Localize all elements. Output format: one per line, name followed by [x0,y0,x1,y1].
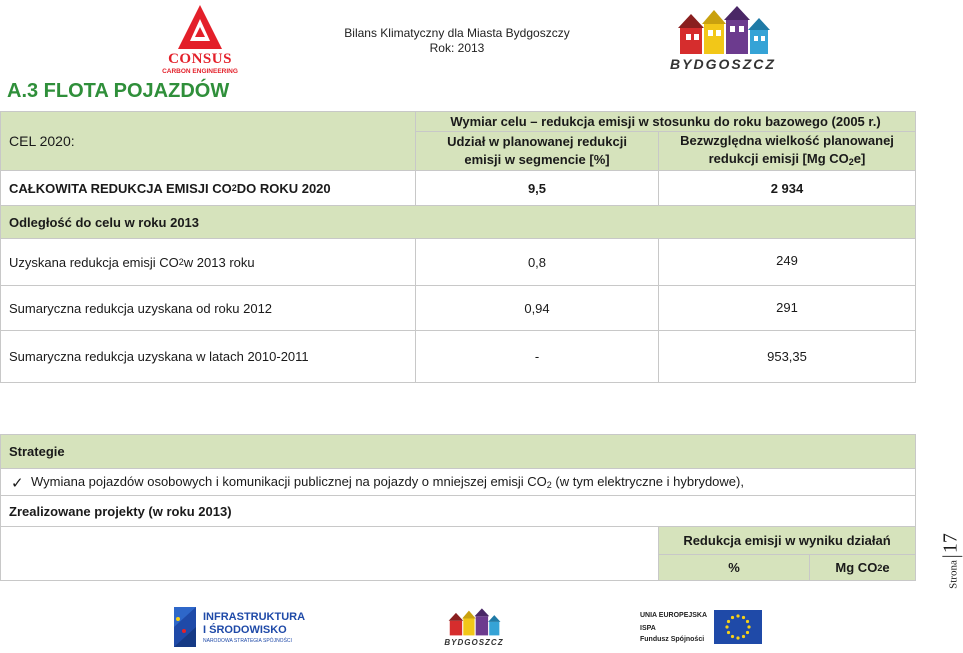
bydgoszcz-logo-text: BYDGOSZCZ [670,56,776,72]
eu-logo [640,610,765,650]
consus-name: CONSUS [168,51,232,67]
total-absolute: 2 934 [658,170,916,206]
consus-subtitle: CARBON ENGINEERING [162,68,238,75]
consus-logo [158,3,242,75]
total-percent: 9,5 [415,170,659,206]
projects-header: Zrealizowane projekty (w roku 2013) [0,495,916,527]
infra-line2: I ŚRODOWISKO [203,624,287,636]
col-absolute-header-line2: redukcji emisji [Mg $CO_2e$] [708,150,866,167]
page-number [941,525,961,597]
reduction-mg-col: Mg CO 2 e [809,554,916,581]
checkmark-icon: ✓ [11,475,24,492]
houses-icon [443,608,505,638]
title-line1: Bilans Klimatyczny dla Miasta Bydgoszczy [344,26,570,40]
row-label: Sumaryczna redukcja uzyskana od roku 2012 [0,285,416,331]
row-absolute: 249 [658,238,916,286]
page-divider [943,556,963,557]
eu-line3: Fundusz Spójności [640,636,705,643]
page-num: 17 [939,533,962,554]
row-percent: 0,94 [415,285,659,331]
bydgoszcz-footer-logo [443,608,505,650]
cel-label: CEL 2020: [0,111,416,171]
col-percent-header [415,131,659,171]
row-label: Uzyskana redukcja emisji CO 2 w 2013 roku [0,238,416,286]
infrastruktura-logo [170,605,310,649]
row-absolute: 291 [658,285,916,331]
strategies-header: Strategie [0,434,916,469]
eu-flag-icon [714,610,762,644]
row-percent: 0,8 [415,238,659,286]
bydgoszcz-logo [668,6,778,76]
reduction-percent-col: % [658,554,810,581]
strategy-item: ✓ Wymiana pojazdów osobowych i komunikacji publicznej na pojazdy o mniejszej emisji $CO_2$ (w tym elektryczne i hybrydowe), [0,468,916,496]
section-title: A.3 FLOTA POJAZDÓW [7,80,230,102]
infra-line1: INFRASTRUKTURA [203,611,306,623]
distance-header: Odległość do celu w roku 2013 [0,205,916,239]
document-title [322,26,592,56]
infrastruktura-flag-icon [170,607,200,647]
dimension-header: Wymiar celu – redukcja emisji w stosunku do roku bazowego (2005 r.) [415,111,916,132]
consus-triangle-icon [158,3,242,53]
reduction-header: Redukcja emisji w wyniku działań [658,526,916,555]
row-label: Sumaryczna redukcja uzyskana w latach 2010-2011 [0,330,416,383]
infra-line3: NARODOWA STRATEGIA SPÓJNOŚCI [203,638,292,644]
col-percent-header-line1: Udział w planowanej redukcji [447,134,627,149]
row-absolute: 953,35 [658,330,916,383]
row-percent: - [415,330,659,383]
eu-line2: ISPA [640,625,656,632]
col-absolute-header [658,131,916,171]
projects-body [0,526,659,581]
col-percent-header-line2: emisji w segmencie [%] [464,152,610,167]
bydgoszcz-footer-text: BYDGOSZCZ [444,638,504,647]
total-label: CAŁKOWITA REDUKCJA EMISJI CO 2 DO ROKU 2020 [0,170,416,206]
page-label: Strona [947,560,960,589]
eu-line1: UNIA EUROPEJSKA [640,612,708,619]
title-line2: Rok: 2013 [429,41,485,55]
houses-icon [668,6,778,58]
col-absolute-header-line1: Bezwzględna wielkość planowanej [680,132,894,148]
